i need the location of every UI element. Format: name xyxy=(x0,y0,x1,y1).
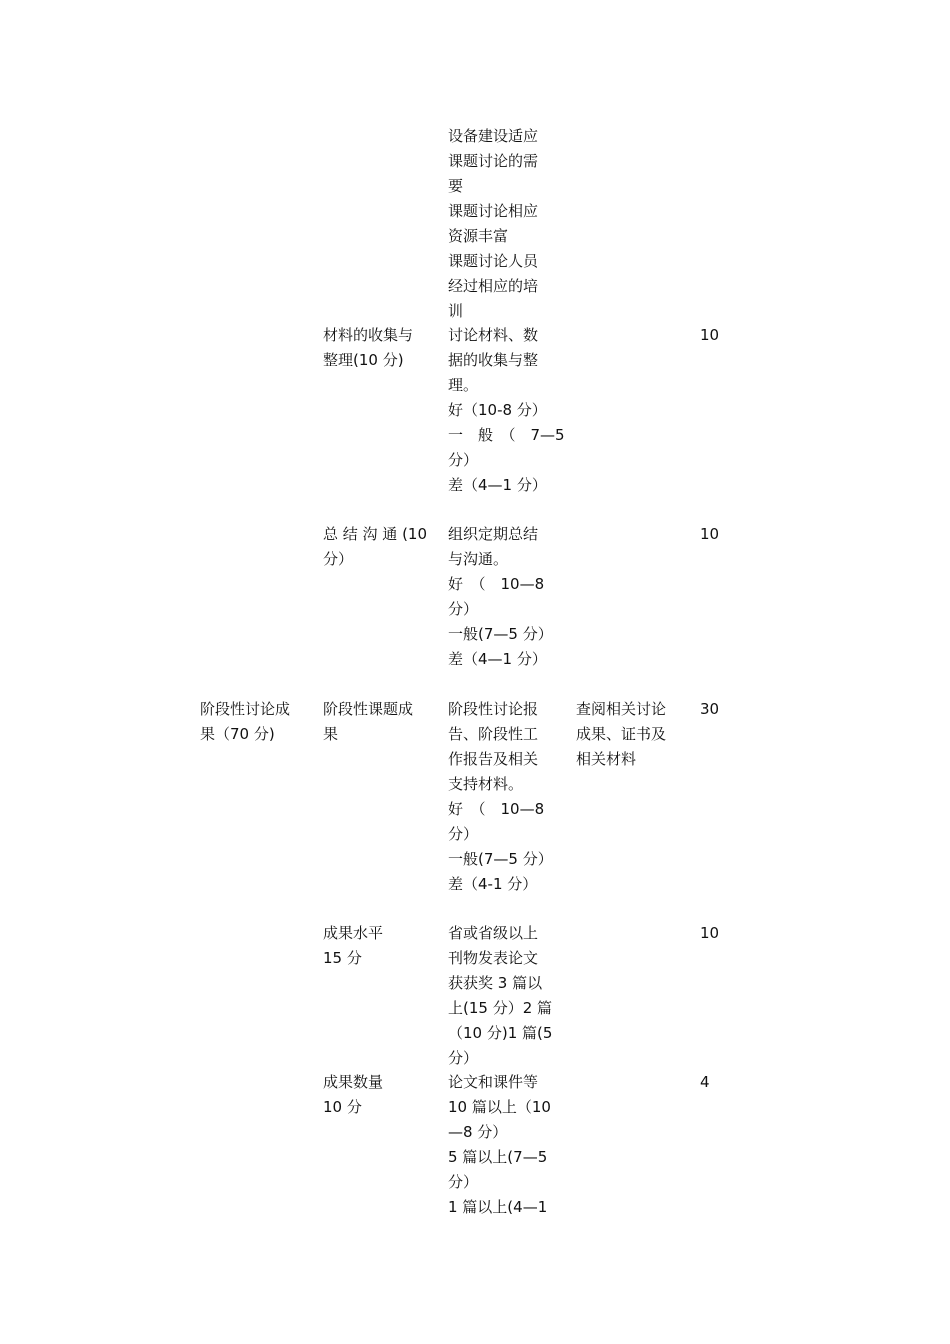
score-value: 4 xyxy=(700,1073,710,1091)
criterion-line: 差（4—1 分） xyxy=(448,650,547,668)
score-cell xyxy=(700,323,719,348)
criterion-line: 训 xyxy=(448,302,464,320)
criterion-line: 分） xyxy=(448,451,479,469)
criterion-line: 论文和课件等 xyxy=(448,1073,539,1091)
method-line: 查阅相关讨论 xyxy=(576,700,667,718)
criterion-line: 分） xyxy=(448,600,479,618)
criterion-line: 差（4—1 分） xyxy=(448,476,547,494)
criterion-line: —8 分） xyxy=(448,1123,508,1141)
criterion-line: 一般(7—5 分） xyxy=(448,850,553,868)
item-line: 整理(10 分) xyxy=(323,351,404,369)
category-cell xyxy=(200,697,290,747)
criterion-line: 阶段性讨论报 xyxy=(448,700,539,718)
score-value: 10 xyxy=(700,924,720,942)
item-cell xyxy=(323,323,413,373)
criterion-line: 课题讨论相应 xyxy=(448,202,539,220)
method-line: 相关材料 xyxy=(576,750,637,768)
item-line: 10 分 xyxy=(323,1098,362,1116)
criterion-line: 分） xyxy=(448,825,479,843)
criterion-line: 上(15 分）2 篇 xyxy=(448,999,553,1017)
item-line: 材料的收集与 xyxy=(323,326,414,344)
criterion-cell xyxy=(448,1070,551,1220)
item-line: 果 xyxy=(323,725,339,743)
score-cell xyxy=(700,697,719,722)
criterion-line: 分） xyxy=(448,1049,479,1067)
item-line: 15 分 xyxy=(323,949,362,967)
criterion-line: 好 （ 10—8 xyxy=(448,575,545,593)
item-line: 阶段性课题成 xyxy=(323,700,414,718)
item-cell xyxy=(323,921,383,971)
criterion-line: 刊物发表论文 xyxy=(448,949,539,967)
category-line: 果（70 分) xyxy=(200,725,275,743)
criterion-line: 经过相应的培 xyxy=(448,277,539,295)
method-line: 成果、证书及 xyxy=(576,725,667,743)
criterion-line: 资源丰富 xyxy=(448,227,509,245)
item-cell xyxy=(323,697,413,747)
item-cell xyxy=(323,1070,383,1120)
criterion-line: 分） xyxy=(448,1173,479,1191)
method-cell xyxy=(576,697,666,772)
criterion-line: 一般(7—5 分） xyxy=(448,625,553,643)
criterion-line: 省或省级以上 xyxy=(448,924,539,942)
criterion-line: 5 篇以上(7—5 xyxy=(448,1148,548,1166)
criterion-line: 与沟通。 xyxy=(448,550,509,568)
criterion-cell xyxy=(448,697,553,897)
criterion-line: 差（4-1 分） xyxy=(448,875,538,893)
criterion-line: 好（10-8 分） xyxy=(448,401,547,419)
item-line: 分） xyxy=(323,550,354,568)
criterion-line: 组织定期总结 xyxy=(448,525,539,543)
item-line: 总 结 沟 通 (10 xyxy=(323,525,428,543)
score-cell xyxy=(700,921,719,946)
criterion-line: 一 般 （ 7—5 xyxy=(448,426,565,444)
score-value: 30 xyxy=(700,700,720,718)
category-line: 阶段性讨论成 xyxy=(200,700,291,718)
item-line: 成果水平 xyxy=(323,924,384,942)
criterion-line: 好 （ 10—8 xyxy=(448,800,545,818)
criterion-line: 课题讨论人员 xyxy=(448,252,539,270)
criterion-cell xyxy=(448,522,553,672)
criterion-line: 课题讨论的需 xyxy=(448,152,539,170)
criterion-line: 要 xyxy=(448,177,464,195)
criterion-line: 支持材料。 xyxy=(448,775,524,793)
item-line: 成果数量 xyxy=(323,1073,384,1091)
score-cell xyxy=(700,1070,710,1095)
criterion-line: 据的收集与整 xyxy=(448,351,539,369)
criterion-cell xyxy=(448,921,552,1071)
criterion-line: （10 分)1 篇(5 xyxy=(448,1024,553,1042)
criterion-cell xyxy=(448,323,565,498)
criterion-line: 设备建设适应 xyxy=(448,127,539,145)
criterion-line: 获获奖 3 篇以 xyxy=(448,974,543,992)
criterion-line: 理。 xyxy=(448,376,479,394)
criterion-line: 作报告及相关 xyxy=(448,750,539,768)
score-value: 10 xyxy=(700,326,720,344)
score-value: 10 xyxy=(700,525,720,543)
criterion-cell xyxy=(448,124,538,324)
criterion-line: 10 篇以上（10 xyxy=(448,1098,551,1116)
score-cell xyxy=(700,522,719,547)
item-cell xyxy=(323,522,427,572)
criterion-line: 告、阶段性工 xyxy=(448,725,539,743)
criterion-line: 讨论材料、数 xyxy=(448,326,539,344)
criterion-line: 1 篇以上(4—1 xyxy=(448,1198,548,1216)
